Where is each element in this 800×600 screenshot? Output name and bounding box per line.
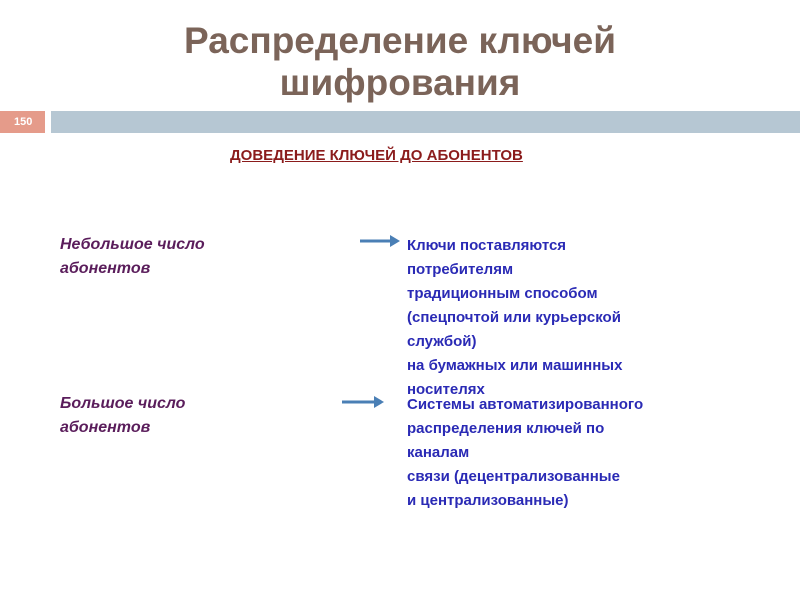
label-line: абонентов [60,419,151,436]
text-line: носителях [407,381,485,398]
delivery-method-text [407,234,737,402]
text-line: распределения ключей по [407,420,605,437]
text-line: Ключи поставляются [407,237,567,254]
arrow-right-icon [340,394,386,410]
label-line: абонентов [60,260,151,277]
label-many-subscribers [60,392,300,440]
slide-number-badge: 150 [0,111,45,133]
section-heading: ДОВЕДЕНИЕ КЛЮЧЕЙ ДО АБОНЕНТОВ [230,147,523,164]
label-line: Большое число [60,395,186,412]
arrow-right-icon [358,233,402,249]
text-line: каналам [407,444,470,461]
header-rule [51,111,800,133]
label-few-subscribers [60,233,300,281]
slide-title-line2: шифрования [279,62,521,103]
label-line: Небольшое число [60,236,205,253]
text-line: связи (децентрализованные [407,468,620,485]
text-line: службой) [407,333,477,350]
text-line: и централизованные) [407,492,569,509]
text-line: традиционным способом [407,285,598,302]
slide-title-line1: Распределение ключей [184,20,616,61]
text-line: (спецпочтой или курьерской [407,309,621,326]
text-line: потребителям [407,261,514,278]
text-line: на бумажных или машинных [407,357,623,374]
automated-systems-text [407,393,737,513]
slide-title [0,20,800,104]
text-line: Системы автоматизированного [407,396,644,413]
